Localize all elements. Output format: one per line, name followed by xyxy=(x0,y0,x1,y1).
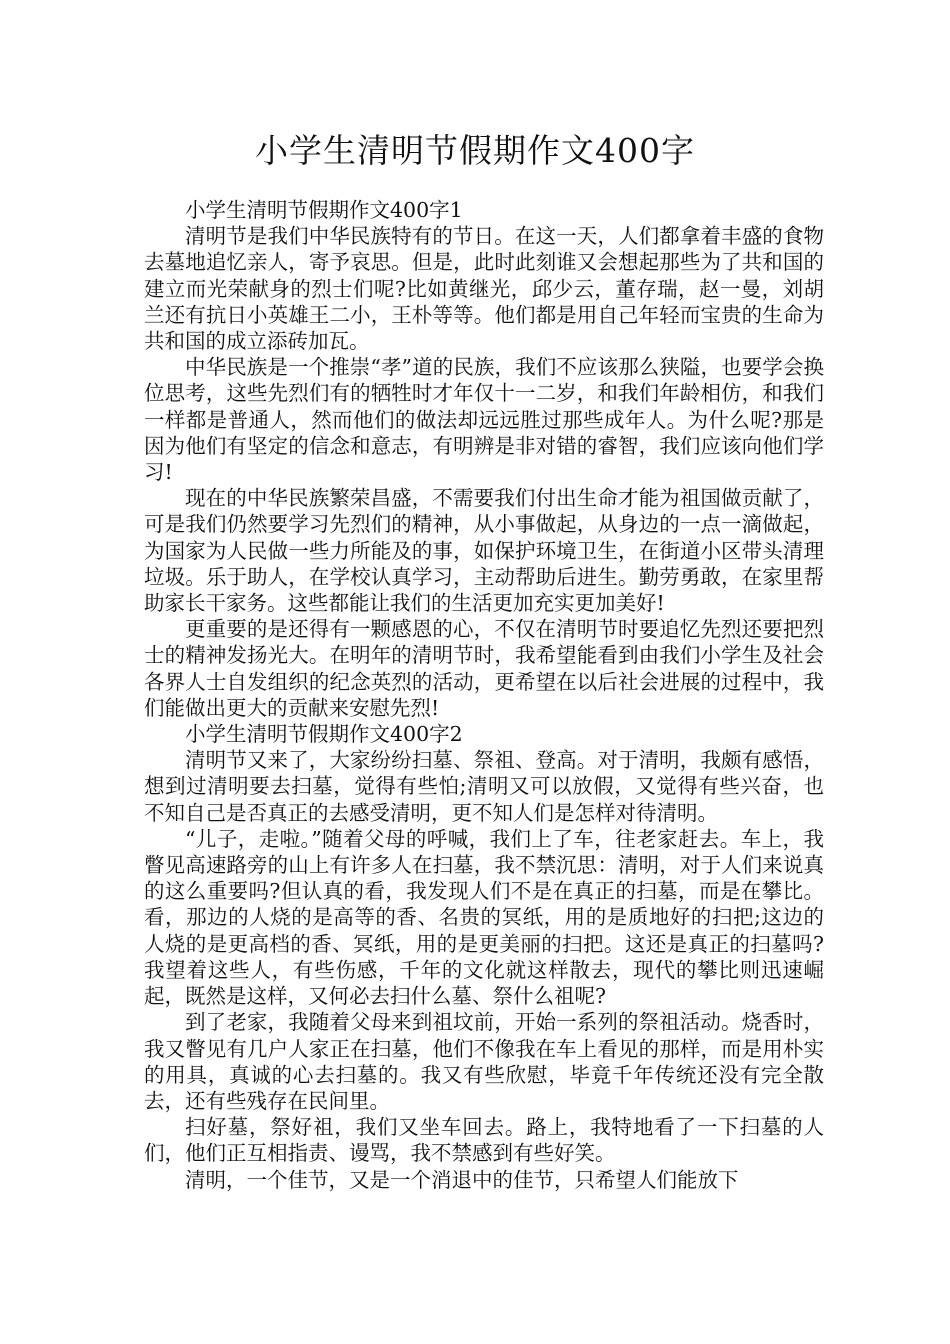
paragraph: 清明节是我们中华民族特有的节日。在这一天，人们都拿着丰盛的食物去墓地追忆亲人，寄予哀思。但是，此时此刻谁又会想起那些为了共和国的建立而光荣献身的烈士们呢?比如黄继光，邱少云，董存瑞，赵一曼，刘胡兰还有抗日小英雄王二小，王朴等等。他们都是用自己年轻而宝贵的生命为共和国的成立添砖加瓦。 xyxy=(144,224,824,354)
paragraph: 现在的中华民族繁荣昌盛，不需要我们付出生命才能为祖国做贡献了，可是我们仍然要学习先烈们的精神，从小事做起，从身边的一点一滴做起，为国家为人民做一些力所能及的事，如保护环境卫生，在街道小区带头清理垃圾。乐于助人，在学校认真学习，主动帮助后进生。勤劳勇敢，在家里帮助家长干家务。这些都能让我们的生活更加充实更加美好! xyxy=(144,486,824,616)
document-body xyxy=(144,197,824,1193)
paragraph: 扫好墓，祭好祖，我们又坐车回去。路上，我特地看了一下扫墓的人们，他们正互相指责、谩骂，我不禁感到有些好笑。 xyxy=(144,1115,824,1166)
section-heading-2: 小学生清明节假期作文400字2 xyxy=(185,722,463,747)
section-heading-1: 小学生清明节假期作文400字1 xyxy=(185,198,463,222)
paragraph: 更重要的是还得有一颗感恩的心，不仅在清明节时要追忆先烈还要把烈士的精神发扬光大。在明年的清明节时，我希望能看到由我们小学生及社会各界人士自发组织的纪念英烈的活动，更希望在以后社会进展的过程中，我们能做出更大的贡献来安慰先烈! xyxy=(144,617,824,720)
document-title: 小学生清明节假期作文400字 xyxy=(255,131,695,170)
paragraph: “儿子，走啦。”随着父母的呼喊，我们上了车，往老家赶去。车上，我瞥见高速路旁的山上有许多人在扫墓，我不禁沉思：清明，对于人们来说真的这么重要吗?但认真的看，我发现人们不是在真正的扫墓，而是在攀比。看，那边的人烧的是高等的香、名贵的冥纸，用的是质地好的扫把;这边的人烧的是更高档的香、冥纸，用的是更美丽的扫把。这还是真正的扫墓吗?我望着这些人，有些伤感，千年的文化就这样散去，现代的攀比则迅速崛起，既然是这样，又何必去扫什么墓、祭什么祖呢? xyxy=(144,826,824,1009)
paragraph: 中华民族是一个推崇“孝”道的民族，我们不应该那么狭隘，也要学会换位思考，这些先烈们有的牺牲时才年仅十一二岁，和我们年龄相仿，和我们一样都是普通人，然而他们的做法却远远胜过那些成年人。为什么呢?那是因为他们有坚定的信念和意志，有明辨是非对错的睿智，我们应该向他们学习! xyxy=(144,355,824,485)
paragraph: 清明，一个佳节，又是一个消退中的佳节，只希望人们能放下 xyxy=(185,1167,739,1192)
paragraph: 清明节又来了，大家纷纷扫墓、祭祖、登高。对于清明，我颇有感悟，想到过清明要去扫墓，觉得有些怕;清明又可以放假，又觉得有些兴奋，也不知自己是否真正的去感受清明，更不知人们是怎样对待清明。 xyxy=(144,748,824,825)
paragraph: 到了老家，我随着父母来到祖坟前，开始一系列的祭祖活动。烧香时，我又瞥见有几户人家正在扫墓，他们不像我在车上看见的那样，而是用朴实的用具，真诚的心去扫墓的。我又有些欣慰，毕竟千年传统还没有完全散去，还有些残存在民间里。 xyxy=(144,1010,824,1113)
